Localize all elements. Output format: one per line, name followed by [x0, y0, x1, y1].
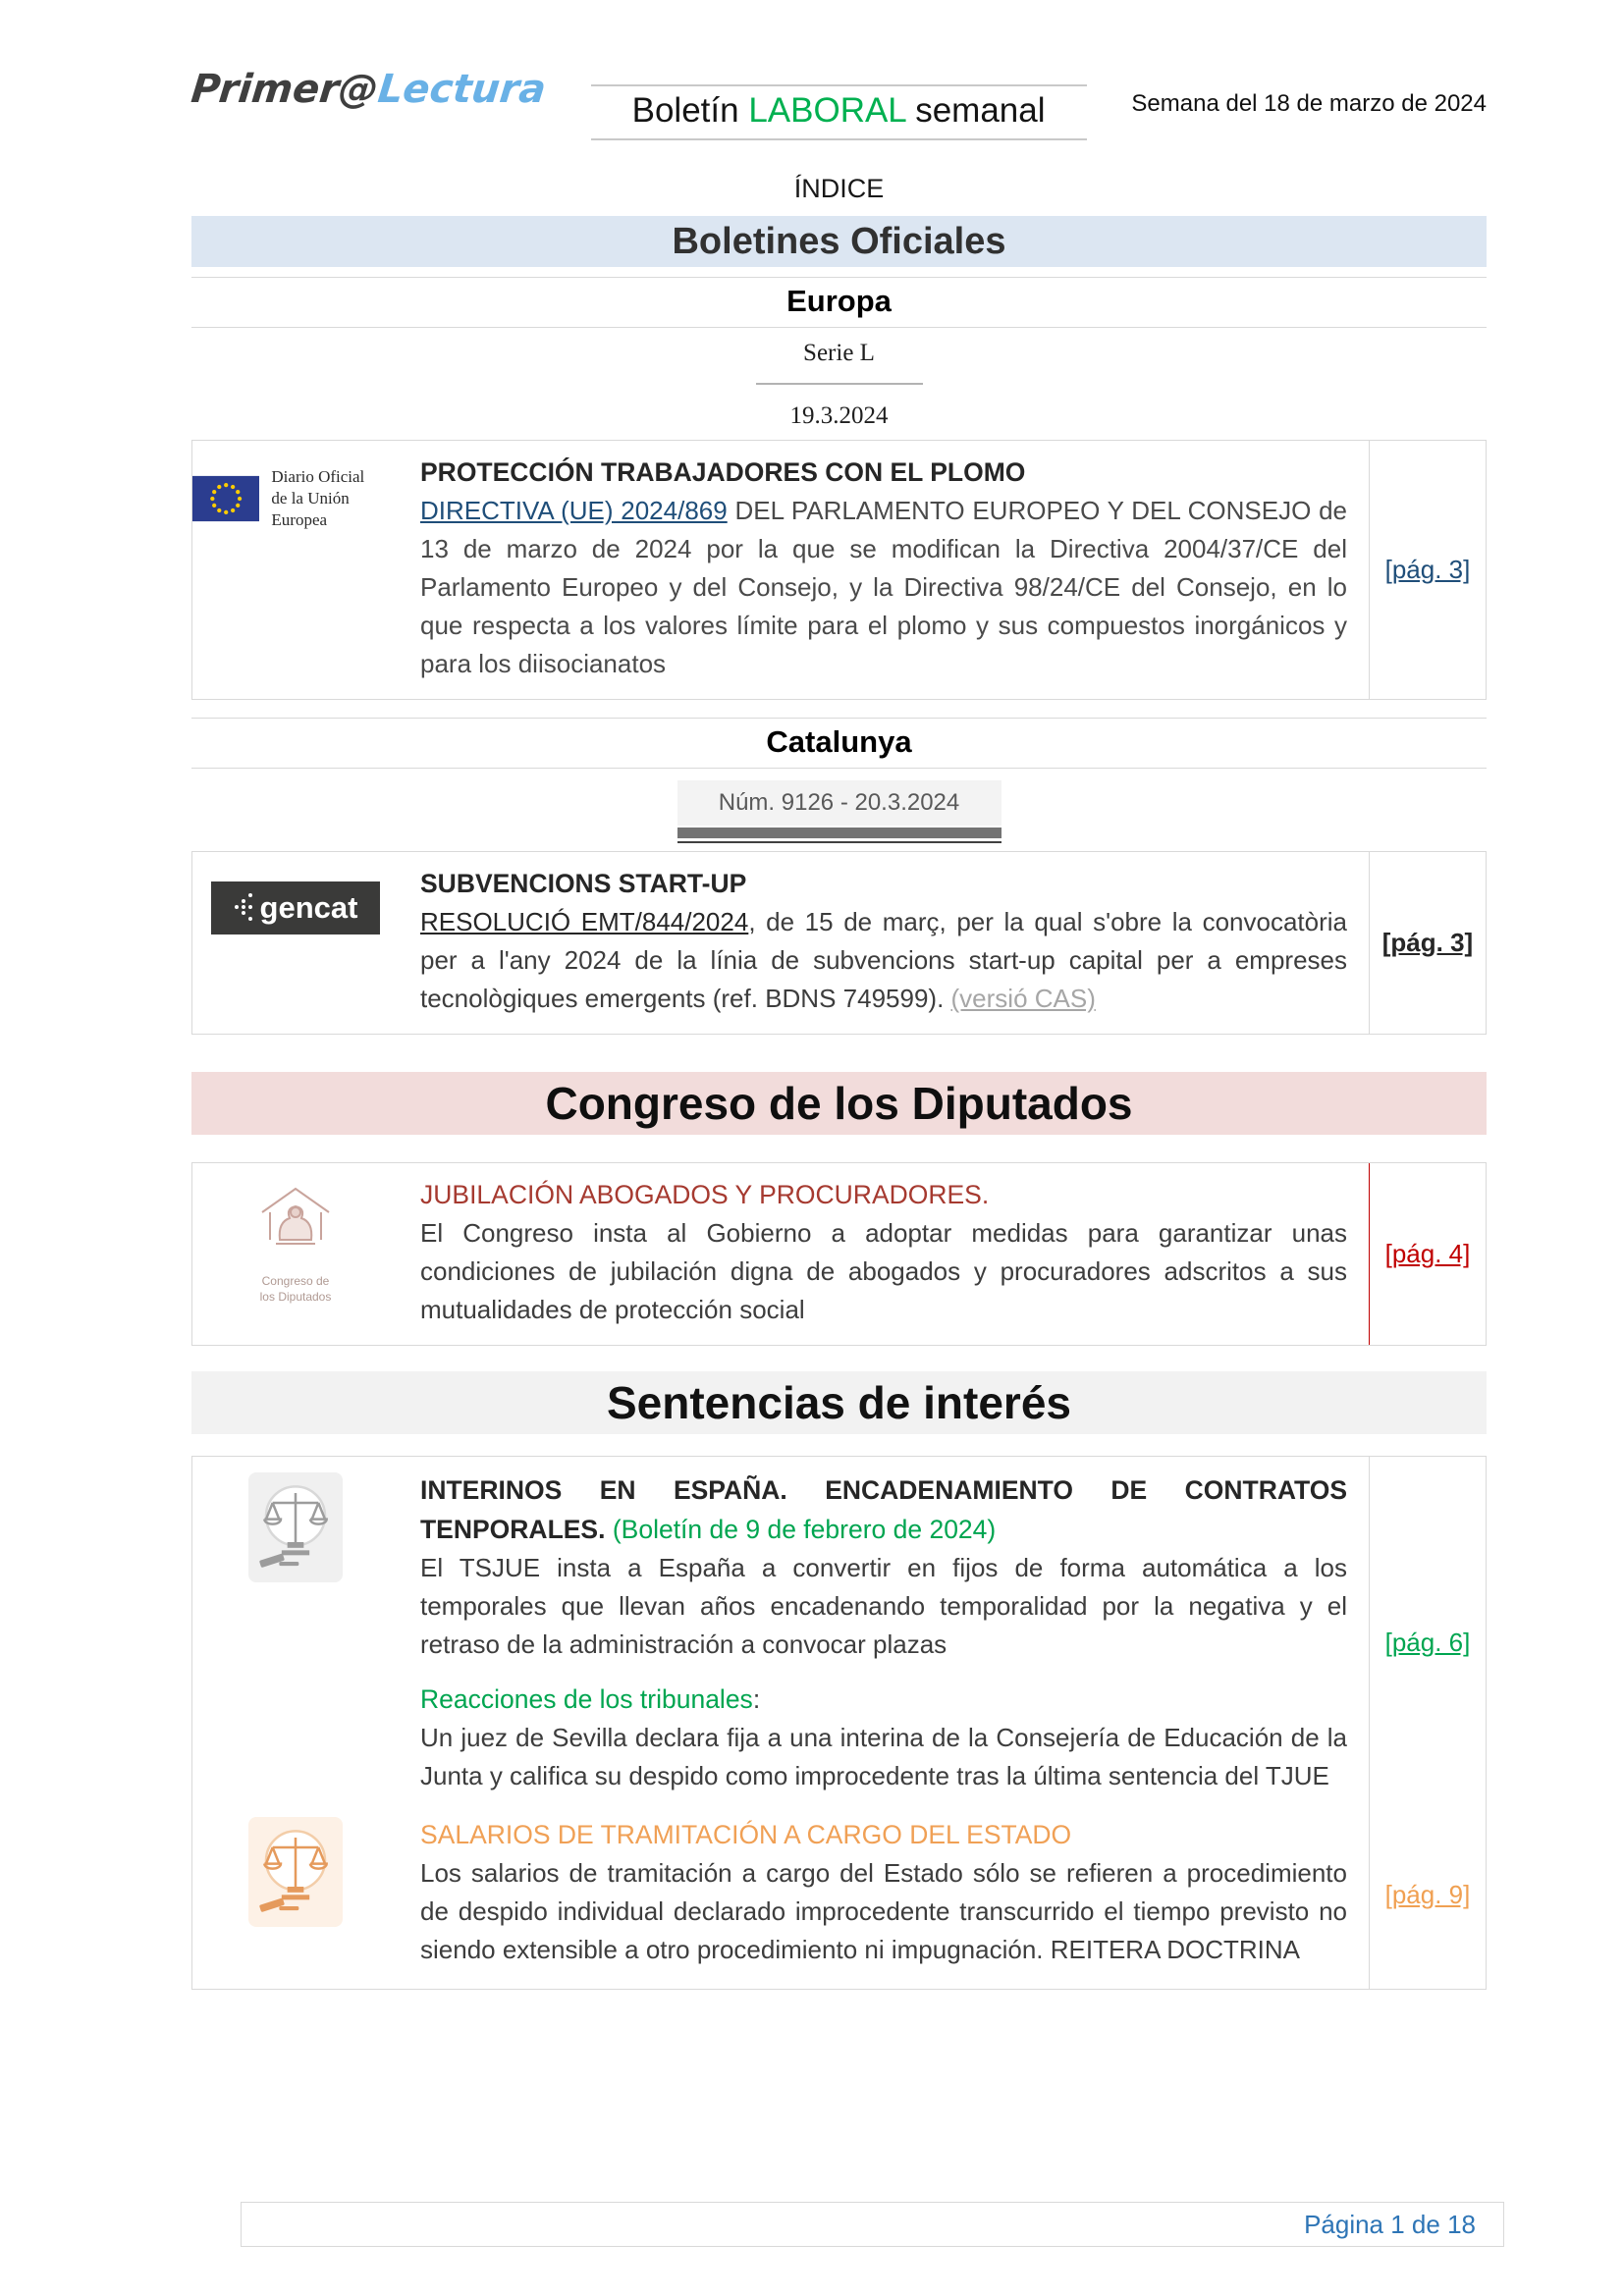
page-link-cell — [1369, 1457, 1486, 1670]
serie-label: Serie L — [803, 340, 875, 366]
article-text-cell — [399, 1801, 1369, 1989]
header — [191, 0, 1487, 140]
gencat-logo — [211, 881, 380, 934]
gencat-logo-text: gencat — [259, 890, 358, 925]
logo-part-primer: Primer@ — [189, 67, 381, 112]
article-body: Los salarios de tramitación a cargo del Estado sólo se refieren a procedimiento de despido individual declarado improcedente transcurrido el tiempo previsto no siendo extensible a otro procedimiento ni impugnación. REITERA DOCTRINA — [420, 1858, 1347, 1964]
article-title: SUBVENCIONS START-UP — [420, 869, 747, 898]
dogc-number: Núm. 9126 - 20.3.2024 — [677, 780, 1001, 826]
section-band-congreso — [191, 1072, 1487, 1135]
page-link-pag3-catalunya[interactable]: [pág. 3] — [1381, 928, 1474, 957]
article-text-cell — [399, 852, 1369, 1034]
article-body — [420, 492, 1347, 683]
primera-lectura-logo — [189, 67, 549, 112]
empty-page-cell — [1369, 1670, 1486, 1801]
reactions-text-cell — [399, 1670, 1369, 1801]
congreso-logo-cell — [192, 1163, 399, 1345]
article-body: El TSJUE insta a España a convertir en fijos de forma automática a los temporales que llevan años encadenando temporalidad por la negativa y el retraso de la administración a convocar plazas — [420, 1553, 1347, 1659]
page-link-pag6[interactable]: [pág. 6] — [1384, 1628, 1471, 1657]
article-salarios — [192, 1801, 1486, 1989]
eu-flag-icon — [192, 474, 259, 523]
section-title: Congreso de los Diputados — [545, 1078, 1133, 1129]
article-title: JUBILACIÓN ABOGADOS Y PROCURADORES. — [420, 1180, 990, 1209]
catalunya-heading-block — [191, 718, 1487, 769]
dogc-bar — [677, 828, 1001, 838]
page-link-cell — [1369, 1163, 1486, 1345]
congreso-logo-caption — [260, 1273, 332, 1305]
section-band-sentencias — [191, 1371, 1487, 1434]
doue-logo — [192, 466, 399, 531]
section-title: Sentencias de interés — [607, 1377, 1071, 1428]
article-title: PROTECCIÓN TRABAJADORES CON EL PLOMO — [420, 457, 1026, 487]
dogc-line — [677, 841, 1001, 843]
doue-logo-cell — [192, 441, 399, 699]
page-link-cell — [1369, 441, 1486, 699]
gencat-dots-icon — [234, 892, 253, 924]
page-number: Página 1 de 18 — [1304, 2209, 1476, 2239]
subsection-catalunya: Catalunya — [766, 724, 912, 759]
justice-scales-orange-icon — [248, 1817, 343, 1927]
justice-scales-gray-icon — [248, 1472, 343, 1582]
subsection-europa: Europa — [786, 284, 892, 318]
empty-icon-cell — [192, 1670, 399, 1801]
reactions-colon: : — [752, 1684, 761, 1714]
versio-cas-link[interactable]: (versió CAS) — [950, 984, 1096, 1013]
congreso-caption-line1: Congreso de — [261, 1274, 330, 1288]
article-body-text: , de 15 de març, per la qual s'obre la convocatòria per a l'any 2024 de la línia de subvencions start-up capital per a empreses tecnològiques emergents (ref. BDNS 749599). — [420, 907, 1347, 1013]
scales-icon — [254, 1823, 337, 1921]
gencat-logo-cell — [192, 852, 399, 1034]
bulletin-title-pre: Boletín — [631, 91, 749, 130]
reactions-label — [420, 1680, 1347, 1719]
scales-icon — [254, 1478, 337, 1576]
footer-bar — [241, 2202, 1504, 2247]
resolucio-link[interactable]: RESOLUCIÓ EMT/844/2024 — [420, 907, 749, 936]
reactions-block — [192, 1670, 1486, 1801]
article-title-green: (Boletín de 9 de febrero de 2024) — [612, 1515, 997, 1544]
article-title-bold: INTERINOS EN ESPAÑA. ENCADENAMIENTO DE CONTRATOS TENPORALES. — [420, 1475, 1347, 1544]
article-body: El Congreso insta al Gobierno a adoptar medidas para garantizar unas condiciones de jubilación digna de abogados y procuradores adscritos a sus mutualidades de protección social — [420, 1218, 1347, 1324]
directiva-link[interactable]: DIRECTIVA (UE) 2024/869 — [420, 496, 728, 525]
article-body — [420, 903, 1347, 1018]
article-text-cell — [399, 1163, 1369, 1345]
article-interinos — [192, 1457, 1486, 1670]
section-band-boletines-oficiales — [191, 216, 1487, 267]
europa-heading-block — [191, 277, 1487, 328]
article-text-cell — [399, 1457, 1369, 1670]
scales-cell — [192, 1457, 399, 1670]
dogc-number-strip — [677, 780, 1001, 843]
page-link-cell — [1369, 852, 1486, 1034]
scales-cell — [192, 1801, 399, 1989]
doue-date: 19.3.2024 — [789, 402, 889, 429]
index-heading: ÍNDICE — [793, 174, 885, 203]
doue-caption-line2: de la Unión Europea — [271, 489, 350, 530]
article-jubilacion-abogados — [191, 1162, 1487, 1346]
bulletin-title — [591, 84, 1087, 140]
reactions-body: Un juez de Sevilla declara fija a una interina de la Consejería de Educación de la Junta y califica su despido como improcedente tras la última sentencia del TJUE — [420, 1723, 1347, 1790]
doue-caption-line1: Diario Oficial — [271, 467, 365, 486]
serie-divider — [756, 383, 923, 385]
article-subvencions-startup — [191, 851, 1487, 1035]
reactions-label-text: Reacciones de los tribunales — [420, 1684, 753, 1714]
article-title: SALARIOS DE TRAMITACIÓN A CARGO DEL ESTADO — [420, 1820, 1072, 1849]
bulletin-title-laboral: LABORAL — [748, 91, 906, 130]
page-link-pag4[interactable]: [pág. 4] — [1384, 1239, 1471, 1268]
bulletin-title-post: semanal — [905, 91, 1046, 130]
congreso-crest-icon — [250, 1179, 341, 1269]
page-link-pag9[interactable]: [pág. 9] — [1384, 1880, 1471, 1909]
article-body-text: DEL PARLAMENTO EUROPEO Y DEL CONSEJO de 13 de marzo de 2024 por la que se modifican la Directiva 2004/37/CE del Parlamento Europeo y del Consejo, y la Directiva 98/24/CE del Consejo, en lo que respecta a los valores límite para el plomo y sus compuestos inorgánicos y para los diisocianatos — [420, 496, 1347, 678]
logo-part-lectura: Lectura — [375, 67, 549, 112]
page-link-pag3-europa[interactable]: [pág. 3] — [1384, 555, 1471, 584]
article-text-cell — [399, 441, 1369, 699]
article-proteccion-plomo — [191, 440, 1487, 700]
week-date: Semana del 18 de marzo de 2024 — [1131, 90, 1487, 117]
section-title: Boletines Oficiales — [672, 220, 1006, 262]
congreso-caption-line2: los Diputados — [259, 1290, 332, 1305]
article-title — [420, 1470, 1347, 1549]
doue-caption — [271, 466, 399, 531]
sentencias-table — [191, 1456, 1487, 1990]
page-link-cell — [1369, 1801, 1486, 1989]
